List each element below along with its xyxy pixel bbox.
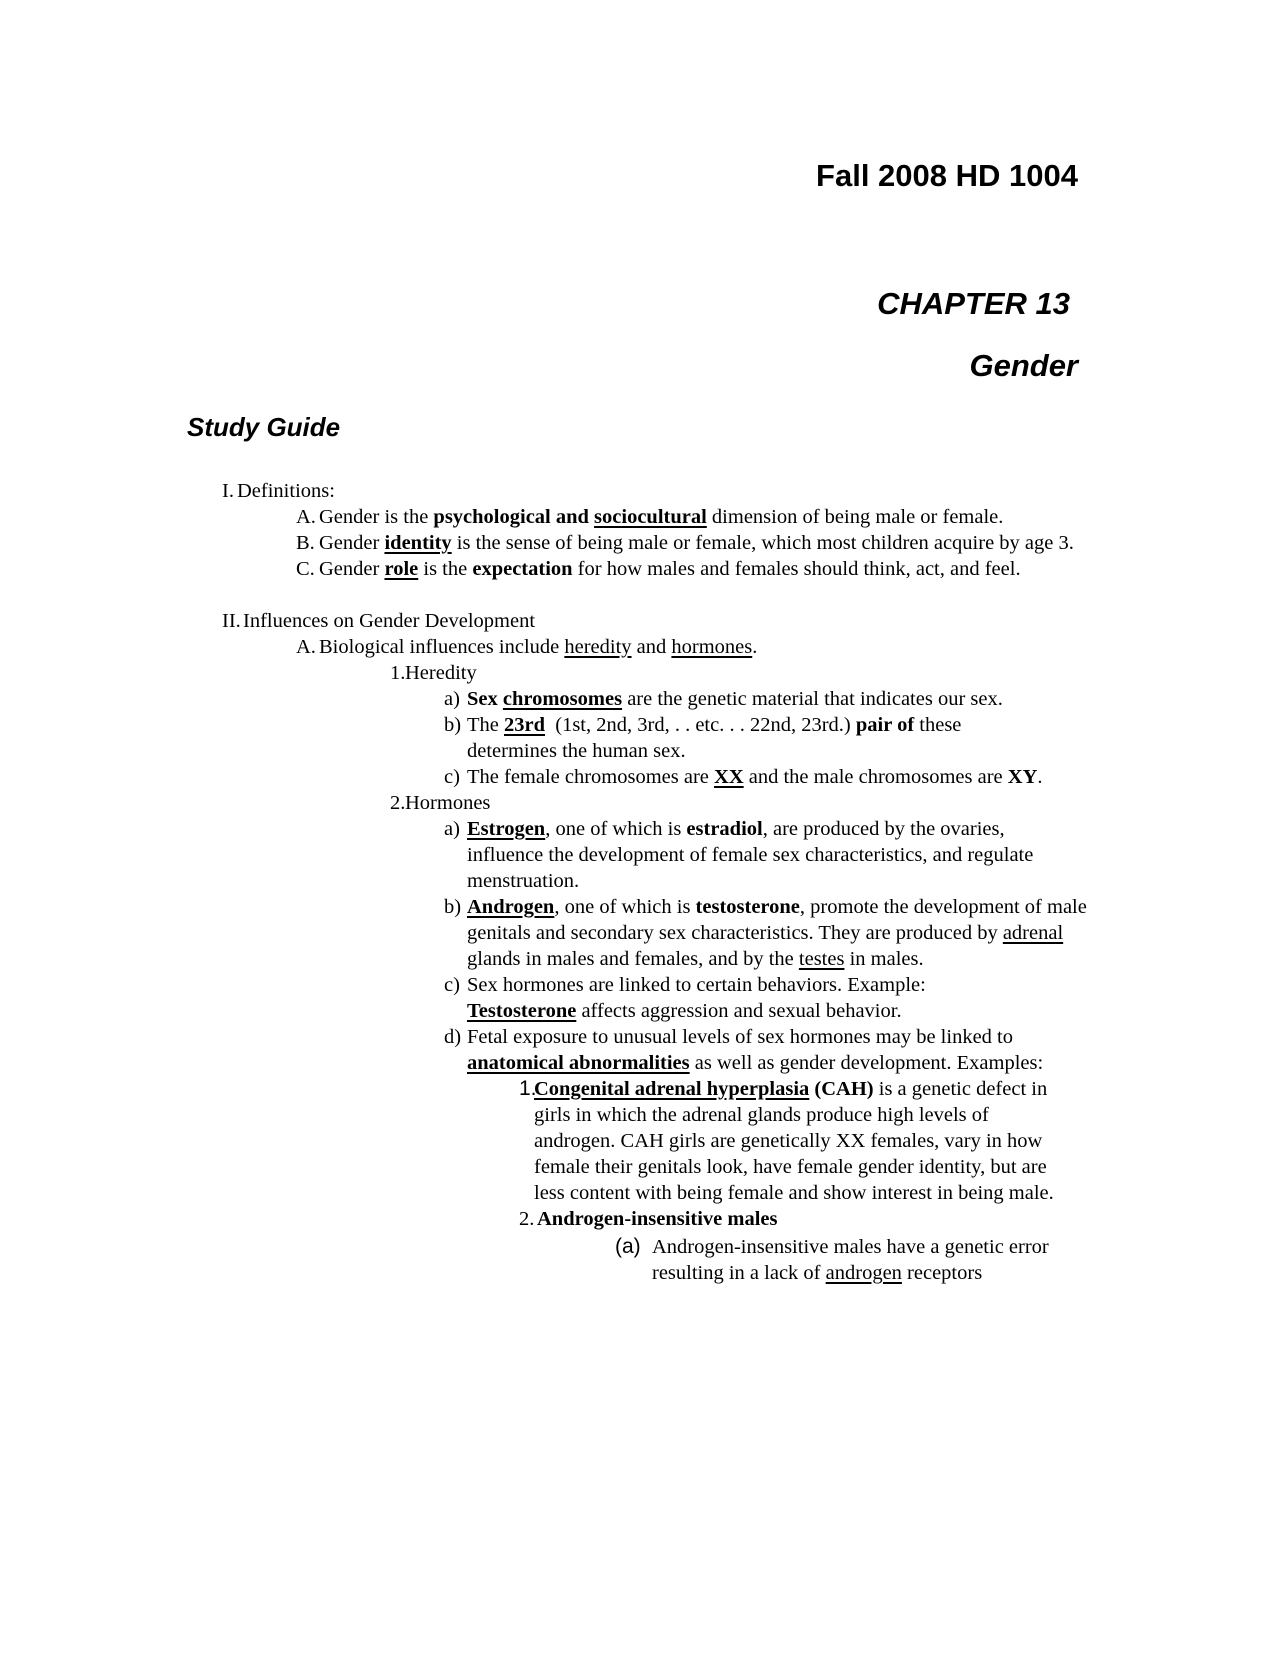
outline-label: a) [444,818,460,840]
list-item-text: Androgen, one of which is testosterone, promote the development of male genitals and secondary sex characteristics. They are produced by adrenal glands in males and females, and by the testes in males. [467,896,1087,970]
heredity-heading [0,660,1280,686]
outline-label: 2. [519,1208,535,1230]
hormones-item-c [0,972,1280,1024]
outline-label: c) [444,766,460,788]
outline-label: 2. [390,792,406,814]
outline-label: 1. [519,1077,537,1100]
definition-gender-identity [0,530,1280,556]
course-title: Fall 2008 HD 1004 [816,158,1078,193]
heredity-item-c [0,764,1280,790]
definition-gender [0,504,1280,530]
list-item-text: Androgen-insensitive males have a genetic error resulting in a lack of androgen receptors [652,1236,1049,1284]
heredity-item-a [0,686,1280,712]
outline-section-definitions [0,478,1280,504]
outline-label: b) [444,714,462,736]
section-title: Influences on Gender Development [243,610,536,632]
list-item-text: Gender role is the expectation for how males and females should think, act, and feel. [319,558,1021,580]
hormones-item-b [0,894,1280,972]
outline-label: (a) [615,1235,641,1258]
list-item-text: Gender is the psychological and sociocultural dimension of being male or female. [319,506,1004,528]
list-item-text: Fetal exposure to unusual levels of sex hormones may be linked to anatomical abnormalities as well as gender development. Examples: [467,1026,1044,1074]
outline-label: C. [296,558,315,580]
androgen-insensitive-item-a [0,1234,1280,1286]
list-item-text: Biological influences include heredity and hormones. [319,636,758,658]
example-cah [0,1076,1280,1206]
outline-label: d) [444,1026,462,1048]
example-androgen-insensitive [0,1206,1280,1232]
list-item-text: The female chromosomes are XX and the male chromosomes are XY. [467,766,1043,788]
list-item-text: Sex hormones are linked to certain behaviors. Example: Testosterone affects aggression and sexual behavior. [467,974,926,1022]
chapter-title: CHAPTER 13 [877,286,1070,321]
heredity-item-b [0,712,1280,764]
outline-label: a) [444,688,460,710]
outline-label: 1. [390,662,406,684]
outline-label: II. [222,610,241,632]
hormones-item-d [0,1024,1280,1076]
hormones-item-a [0,816,1280,894]
outline-label: I. [222,480,234,502]
biological-influences [0,634,1280,660]
list-item-text: Sex chromosomes are the genetic material that indicates our sex. [467,688,1003,710]
subsection-title: Hormones [405,792,491,814]
list-item-text: Androgen-insensitive males [537,1208,778,1230]
list-item-text: Congenital adrenal hyperplasia (CAH) is a genetic defect in girls in which the adrenal glands produce high levels of androgen. CAH girls are genetically XX females, vary in how female their genitals look, have female gender identity, but are less content with being female and show interest in being male. [534,1078,1054,1204]
outline [0,478,1280,1286]
section-title: Definitions: [237,480,335,502]
outline-label: B. [296,532,315,554]
hormones-heading [0,790,1280,816]
outline-label: b) [444,896,462,918]
list-item-text: Gender identity is the sense of being male or female, which most children acquire by age 3. [319,532,1074,554]
definition-gender-role [0,556,1280,582]
outline-section-influences [0,608,1280,634]
list-item-text: The 23rd (1st, 2nd, 3rd, . . etc. . . 22nd, 23rd.) pair of these determines the human sex. [467,714,967,762]
list-item-text: Estrogen, one of which is estradiol, are produced by the ovaries, influence the development of female sex characteristics, and regulate menstruation. [467,818,1034,892]
outline-label: c) [444,974,460,996]
outline-label: A. [296,636,316,658]
topic-title: Gender [969,348,1078,383]
outline-label: A. [296,506,316,528]
subsection-title: Heredity [405,662,477,684]
study-guide-heading: Study Guide [187,412,341,442]
